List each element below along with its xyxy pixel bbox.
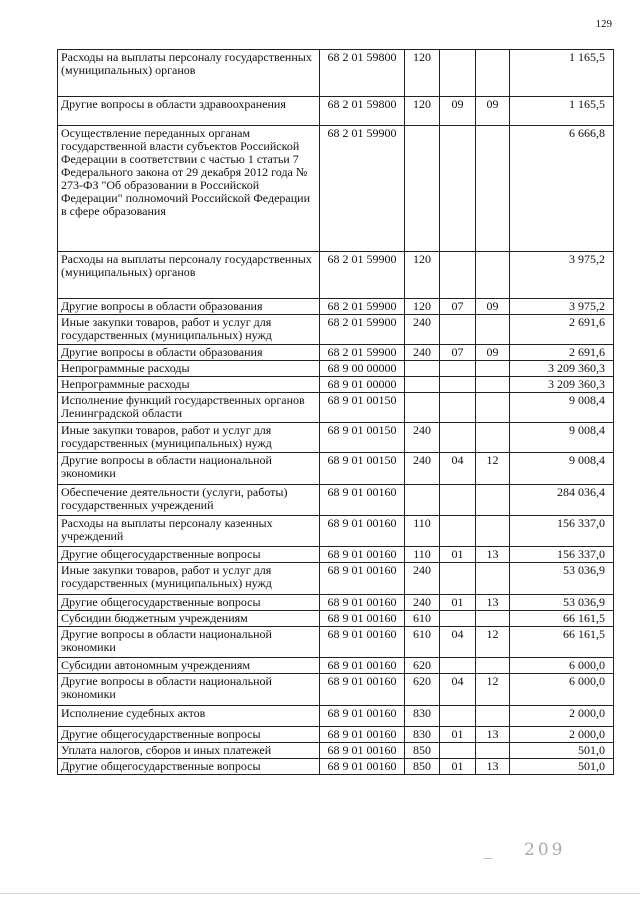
row-rz-cell: 07 (440, 345, 476, 361)
table-row (58, 126, 614, 252)
row-rz-cell (440, 361, 476, 377)
row-amount-cell: 3 209 360,3 (510, 361, 614, 377)
row-code-cell: 68 2 01 59900 (320, 126, 405, 252)
row-name-cell: Осуществление переданных органам государственной власти субъектов Российской Федерации в соответствии с частью 1 статьи 7 Федерального закона от 29 декабря 2012 года № 273-ФЗ "Об образовании в Российской Федерации" полномочий Российской Федерации в сфере образования (58, 126, 320, 252)
table-row (58, 345, 614, 361)
row-vr-cell: 830 (405, 706, 440, 727)
row-pr-cell (476, 423, 510, 453)
row-rz-cell (440, 563, 476, 595)
row-name-cell: Обеспечение деятельности (услуги, работы) государственных учреждений (58, 485, 320, 516)
row-vr-cell: 120 (405, 50, 440, 97)
row-vr-cell: 850 (405, 743, 440, 759)
row-pr-cell: 12 (476, 627, 510, 658)
row-rz-cell (440, 393, 476, 423)
row-amount-cell: 2 000,0 (510, 727, 614, 743)
row-amount-cell: 9 008,4 (510, 453, 614, 485)
row-amount-cell: 2 000,0 (510, 706, 614, 727)
row-vr-cell: 120 (405, 97, 440, 126)
row-code-cell: 68 9 01 00160 (320, 611, 405, 627)
row-code-cell: 68 9 01 00160 (320, 743, 405, 759)
row-name-cell: Другие вопросы в области национальной экономики (58, 627, 320, 658)
row-rz-cell: 04 (440, 453, 476, 485)
row-name-cell: Другие вопросы в области национальной экономики (58, 453, 320, 485)
table-row (58, 743, 614, 759)
row-name-cell: Другие вопросы в области образования (58, 299, 320, 315)
row-code-cell: 68 9 01 00160 (320, 547, 405, 563)
row-rz-cell (440, 377, 476, 393)
row-code-cell: 68 9 01 00000 (320, 377, 405, 393)
row-code-cell: 68 9 01 00150 (320, 453, 405, 485)
row-amount-cell: 501,0 (510, 743, 614, 759)
row-amount-cell: 53 036,9 (510, 595, 614, 611)
row-name-cell: Непрограммные расходы (58, 377, 320, 393)
row-amount-cell: 2 691,6 (510, 315, 614, 345)
row-vr-cell: 120 (405, 252, 440, 299)
row-vr-cell: 850 (405, 759, 440, 775)
row-rz-cell (440, 423, 476, 453)
row-code-cell: 68 2 01 59800 (320, 50, 405, 97)
row-vr-cell: 620 (405, 674, 440, 706)
row-code-cell: 68 9 01 00160 (320, 706, 405, 727)
table-row (58, 299, 614, 315)
row-code-cell: 68 2 01 59900 (320, 299, 405, 315)
row-pr-cell (476, 315, 510, 345)
table-row (58, 377, 614, 393)
row-rz-cell (440, 516, 476, 547)
row-pr-cell: 13 (476, 595, 510, 611)
table-row (58, 50, 614, 97)
row-pr-cell (476, 485, 510, 516)
row-code-cell: 68 9 01 00160 (320, 595, 405, 611)
table-row (58, 97, 614, 126)
row-pr-cell (476, 743, 510, 759)
row-vr-cell: 620 (405, 658, 440, 674)
row-pr-cell (476, 50, 510, 97)
row-pr-cell: 09 (476, 345, 510, 361)
table-body (58, 50, 614, 775)
row-amount-cell: 1 165,5 (510, 50, 614, 97)
row-name-cell: Другие общегосударственные вопросы (58, 595, 320, 611)
row-code-cell: 68 9 01 00160 (320, 674, 405, 706)
row-rz-cell: 01 (440, 727, 476, 743)
row-pr-cell (476, 611, 510, 627)
row-pr-cell (476, 563, 510, 595)
row-code-cell: 68 9 01 00160 (320, 658, 405, 674)
row-rz-cell (440, 611, 476, 627)
row-amount-cell: 156 337,0 (510, 547, 614, 563)
row-code-cell: 68 9 01 00160 (320, 516, 405, 547)
row-vr-cell (405, 377, 440, 393)
footer-tick (484, 858, 492, 859)
row-name-cell: Другие общегосударственные вопросы (58, 547, 320, 563)
row-name-cell: Исполнение функций государственных органов Ленинградской области (58, 393, 320, 423)
table-row (58, 393, 614, 423)
row-rz-cell (440, 252, 476, 299)
row-name-cell: Другие общегосударственные вопросы (58, 759, 320, 775)
table-row (58, 627, 614, 658)
row-vr-cell: 240 (405, 423, 440, 453)
row-amount-cell: 156 337,0 (510, 516, 614, 547)
row-rz-cell (440, 706, 476, 727)
table-row (58, 674, 614, 706)
row-rz-cell (440, 743, 476, 759)
row-amount-cell: 53 036,9 (510, 563, 614, 595)
row-vr-cell: 110 (405, 516, 440, 547)
row-code-cell: 68 2 01 59900 (320, 315, 405, 345)
row-name-cell: Непрограммные расходы (58, 361, 320, 377)
row-pr-cell (476, 252, 510, 299)
table-row (58, 727, 614, 743)
row-vr-cell: 610 (405, 611, 440, 627)
row-code-cell: 68 9 01 00160 (320, 759, 405, 775)
row-vr-cell (405, 485, 440, 516)
row-rz-cell (440, 658, 476, 674)
row-name-cell: Иные закупки товаров, работ и услуг для государственных (муниципальных) нужд (58, 315, 320, 345)
page-number: 129 (595, 18, 612, 30)
table-row (58, 453, 614, 485)
table-row (58, 595, 614, 611)
row-name-cell: Субсидии бюджетным учреждениям (58, 611, 320, 627)
row-name-cell: Другие общегосударственные вопросы (58, 727, 320, 743)
row-pr-cell (476, 361, 510, 377)
row-amount-cell: 1 165,5 (510, 97, 614, 126)
row-name-cell: Другие вопросы в области образования (58, 345, 320, 361)
row-rz-cell: 07 (440, 299, 476, 315)
row-pr-cell: 13 (476, 547, 510, 563)
row-pr-cell: 13 (476, 759, 510, 775)
row-code-cell: 68 9 01 00160 (320, 627, 405, 658)
row-code-cell: 68 2 01 59900 (320, 252, 405, 299)
table-row (58, 252, 614, 299)
row-vr-cell: 240 (405, 563, 440, 595)
row-amount-cell: 2 691,6 (510, 345, 614, 361)
budget-table (57, 49, 614, 775)
table-row (58, 315, 614, 345)
table-row (58, 361, 614, 377)
table-row (58, 423, 614, 453)
row-rz-cell (440, 50, 476, 97)
row-code-cell: 68 9 01 00160 (320, 485, 405, 516)
row-code-cell: 68 9 00 00000 (320, 361, 405, 377)
row-amount-cell: 3 975,2 (510, 252, 614, 299)
row-rz-cell (440, 485, 476, 516)
row-vr-cell (405, 361, 440, 377)
row-vr-cell: 240 (405, 345, 440, 361)
table-row (58, 706, 614, 727)
row-name-cell: Другие вопросы в области национальной экономики (58, 674, 320, 706)
row-pr-cell (476, 706, 510, 727)
row-pr-cell: 09 (476, 299, 510, 315)
row-amount-cell: 66 161,5 (510, 611, 614, 627)
row-pr-cell (476, 658, 510, 674)
row-vr-cell (405, 393, 440, 423)
row-code-cell: 68 9 01 00160 (320, 727, 405, 743)
table-row (58, 658, 614, 674)
table-row (58, 563, 614, 595)
row-pr-cell: 12 (476, 674, 510, 706)
table-row (58, 485, 614, 516)
row-amount-cell: 501,0 (510, 759, 614, 775)
table-row (58, 516, 614, 547)
row-amount-cell: 6 000,0 (510, 658, 614, 674)
row-amount-cell: 3 209 360,3 (510, 377, 614, 393)
row-vr-cell: 610 (405, 627, 440, 658)
row-rz-cell: 09 (440, 97, 476, 126)
row-name-cell: Уплата налогов, сборов и иных платежей (58, 743, 320, 759)
bottom-rule (0, 893, 640, 894)
row-pr-cell (476, 516, 510, 547)
row-code-cell: 68 9 01 00160 (320, 563, 405, 595)
row-vr-cell: 240 (405, 595, 440, 611)
row-rz-cell: 01 (440, 595, 476, 611)
row-name-cell: Расходы на выплаты персоналу казенных учреждений (58, 516, 320, 547)
row-name-cell: Другие вопросы в области здравоохранения (58, 97, 320, 126)
row-rz-cell: 01 (440, 759, 476, 775)
row-pr-cell: 13 (476, 727, 510, 743)
row-vr-cell (405, 126, 440, 252)
row-name-cell: Субсидии автономным учреждениям (58, 658, 320, 674)
row-name-cell: Расходы на выплаты персоналу государственных (муниципальных) органов (58, 252, 320, 299)
row-vr-cell: 120 (405, 299, 440, 315)
table-row (58, 611, 614, 627)
row-code-cell: 68 2 01 59800 (320, 97, 405, 126)
row-vr-cell: 830 (405, 727, 440, 743)
row-rz-cell (440, 315, 476, 345)
row-code-cell: 68 2 01 59900 (320, 345, 405, 361)
row-rz-cell: 01 (440, 547, 476, 563)
row-pr-cell (476, 126, 510, 252)
row-rz-cell: 04 (440, 627, 476, 658)
row-name-cell: Исполнение судебных актов (58, 706, 320, 727)
row-rz-cell (440, 126, 476, 252)
row-pr-cell (476, 377, 510, 393)
row-name-cell: Иные закупки товаров, работ и услуг для государственных (муниципальных) нужд (58, 563, 320, 595)
row-rz-cell: 04 (440, 674, 476, 706)
row-amount-cell: 3 975,2 (510, 299, 614, 315)
row-amount-cell: 284 036,4 (510, 485, 614, 516)
row-amount-cell: 6 666,8 (510, 126, 614, 252)
row-vr-cell: 240 (405, 315, 440, 345)
row-amount-cell: 9 008,4 (510, 393, 614, 423)
row-pr-cell (476, 393, 510, 423)
row-code-cell: 68 9 01 00150 (320, 393, 405, 423)
row-code-cell: 68 9 01 00150 (320, 423, 405, 453)
row-pr-cell: 12 (476, 453, 510, 485)
row-amount-cell: 9 008,4 (510, 423, 614, 453)
row-name-cell: Иные закупки товаров, работ и услуг для государственных (муниципальных) нужд (58, 423, 320, 453)
row-amount-cell: 66 161,5 (510, 627, 614, 658)
row-amount-cell: 6 000,0 (510, 674, 614, 706)
row-vr-cell: 110 (405, 547, 440, 563)
footer-stamp: 209 (524, 840, 566, 860)
row-vr-cell: 240 (405, 453, 440, 485)
table-row (58, 759, 614, 775)
row-pr-cell: 09 (476, 97, 510, 126)
table-row (58, 547, 614, 563)
row-name-cell: Расходы на выплаты персоналу государственных (муниципальных) органов (58, 50, 320, 97)
